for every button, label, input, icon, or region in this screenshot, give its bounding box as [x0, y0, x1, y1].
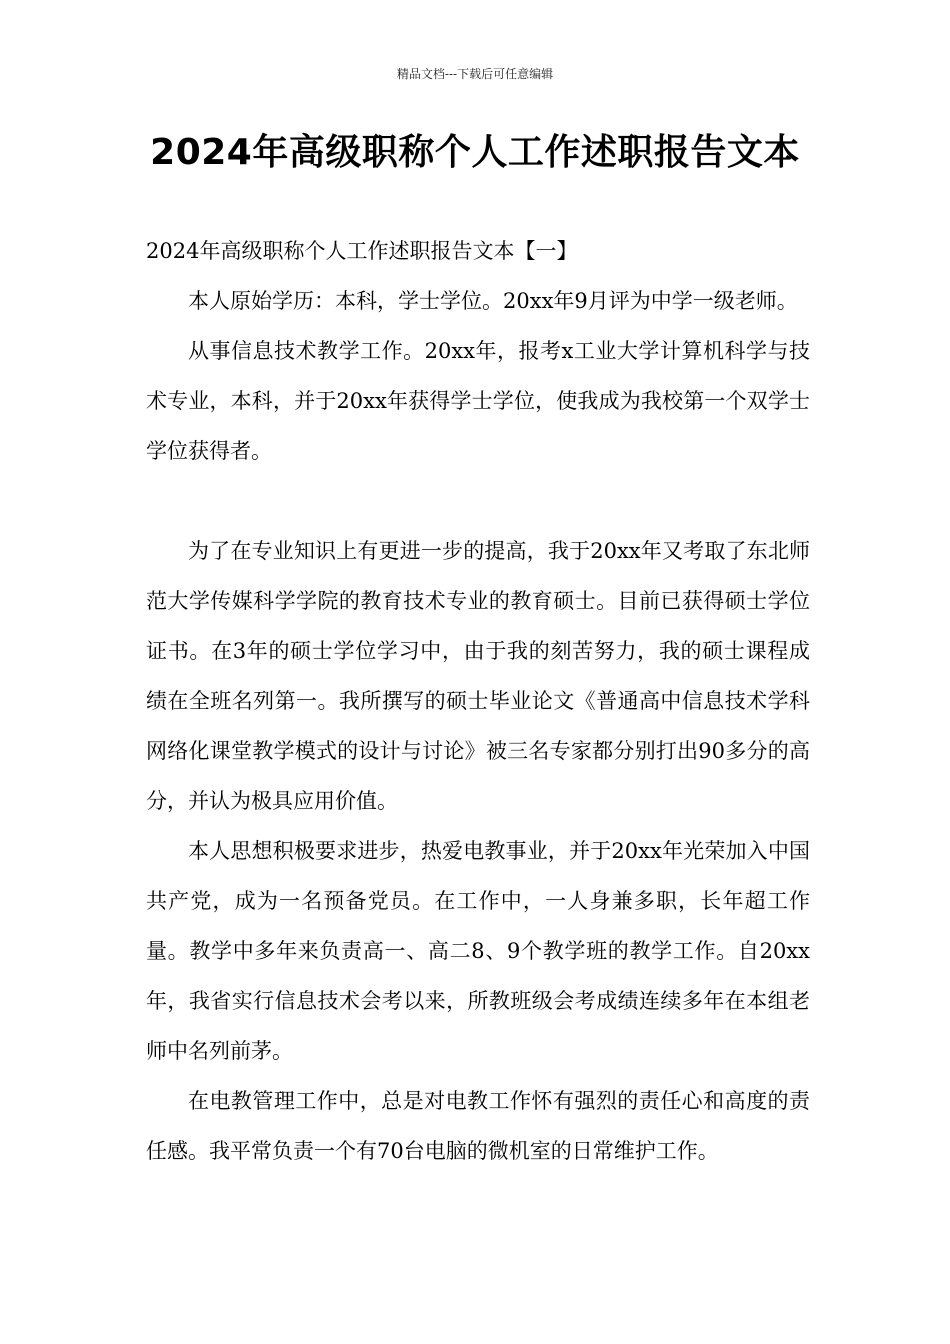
paragraph-education: 本人原始学历：本科，学士学位。20xx年9月评为中学一级老师。 — [188, 289, 798, 313]
document-title: 2024年高级职称个人工作述职报告文本 — [150, 132, 800, 173]
paragraph-gap — [146, 476, 810, 526]
section-heading: 2024年高级职称个人工作述职报告文本【一】 — [146, 239, 578, 263]
paragraph-masters: 为了在专业知识上有更进一步的提高，我于20xx年又考取了东北师范大学传媒科学学院的教育技术专业的教育硕士。目前已获得硕士学位证书。在3年的硕士学位学习中，由于我的刻苦努力，我的硕士课程成绩在全班名列第一。我所撰写的硕士毕业论文《普通高中信息技术学科网络化课堂教学模式的设计与讨论》被三名专家都分别打出90多分的高分，并认为极具应用价值。 — [146, 539, 810, 813]
header-note: 精品文档---下载后可任意编辑 — [396, 67, 554, 81]
paragraph-management: 在电教管理工作中，总是对电教工作怀有强烈的责任心和高度的责任感。我平常负责一个有70台电脑的微机室的日常维护工作。 — [146, 1089, 810, 1163]
document-body — [146, 226, 810, 1176]
paragraph-conduct: 本人思想积极要求进步，热爱电教事业，并于20xx年光荣加入中国共产党，成为一名预备党员。在工作中，一人身兼多职，长年超工作量。教学中多年来负责高一、高二8、9个教学班的教学工作。自20xx年，我省实行信息技术会考以来，所教班级会考成绩连续多年在本组老师中名列前茅。 — [146, 839, 810, 1063]
paragraph-teaching: 从事信息技术教学工作。20xx年，报考x工业大学计算机科学与技术专业，本科，并于20xx年获得学士学位，使我成为我校第一个双学士学位获得者。 — [146, 339, 810, 463]
